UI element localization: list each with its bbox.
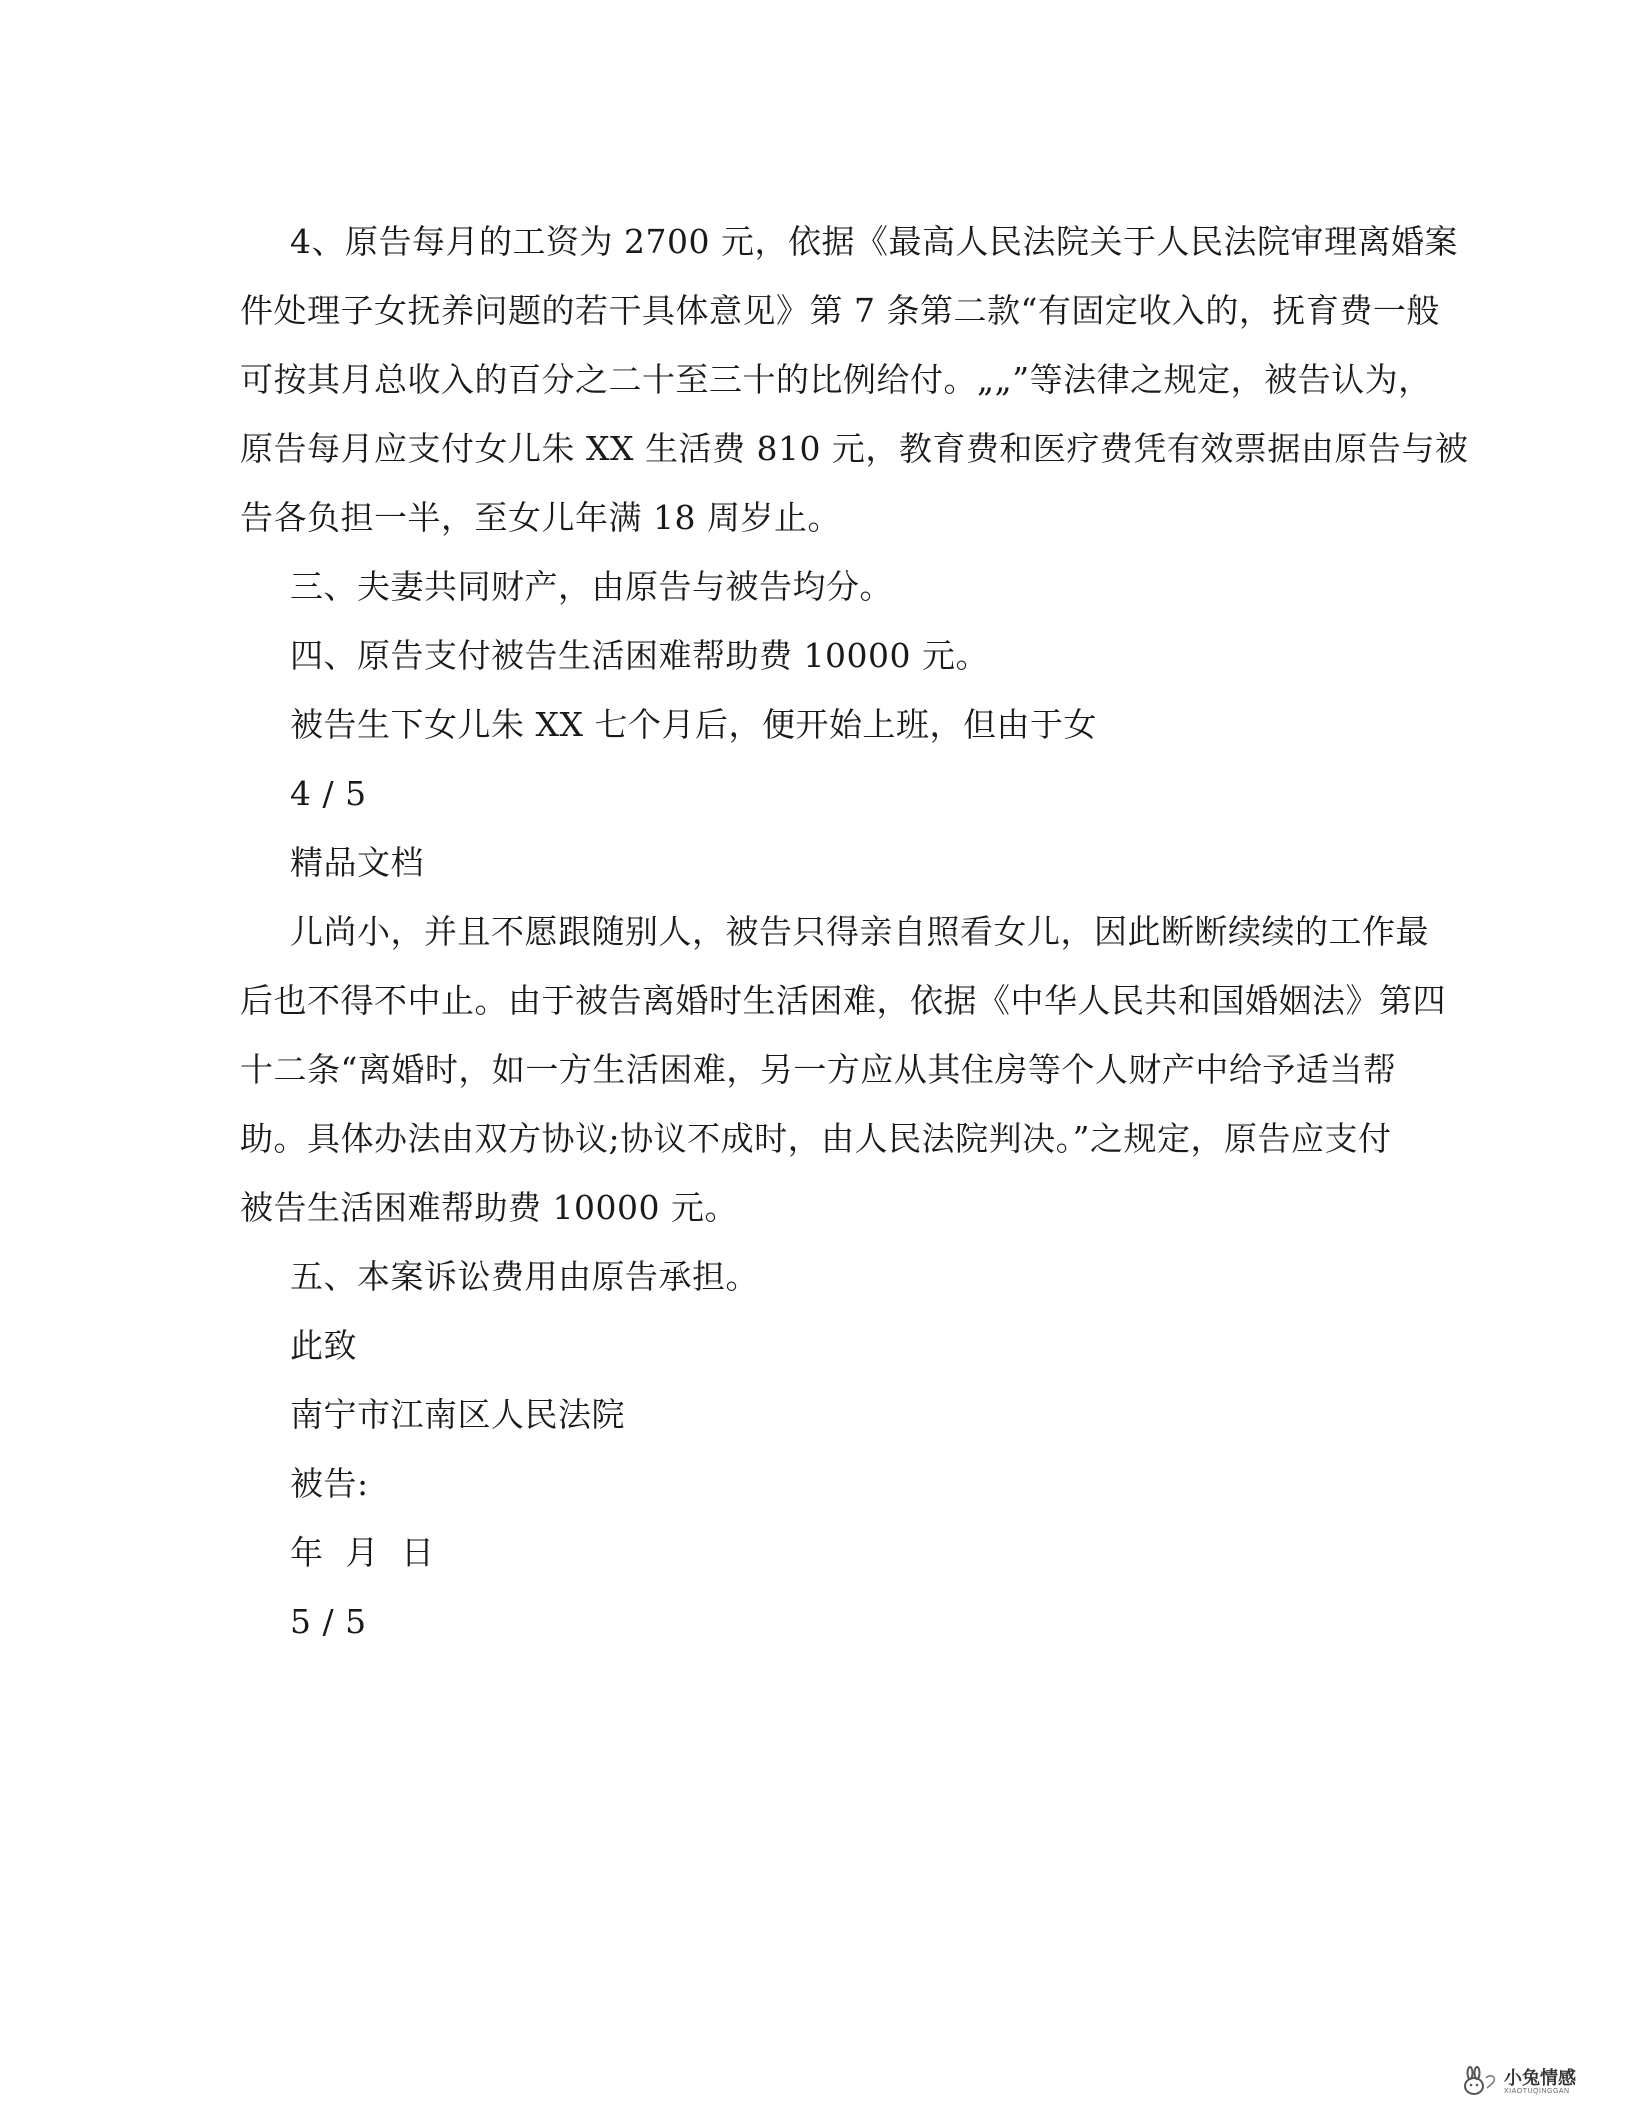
date-line: 年 月 日 <box>290 1533 435 1572</box>
paragraph-line: 后也不得不中止。由于被告离婚时生活困难，依据《中华人民共和国婚姻法》第四 <box>240 981 1446 1020</box>
rabbit-icon <box>1460 2066 1500 2098</box>
salutation: 此致 <box>290 1326 357 1365</box>
paragraph-line: 原告每月应支付女儿朱 XX 生活费 810 元，教育费和医疗费凭有效票据由原告与被 <box>240 429 1469 468</box>
watermark-logo <box>1460 2062 1610 2106</box>
paragraph-line: 四、原告支付被告生活困难帮助费 10000 元。 <box>290 636 989 675</box>
court-name: 南宁市江南区人民法院 <box>290 1395 625 1434</box>
watermark-subtitle: XIAOTUQINGGAN <box>1504 2088 1570 2095</box>
paragraph-line: 被告生活困难帮助费 10000 元。 <box>240 1188 738 1227</box>
paragraph-line: 助。具体办法由双方协议;协议不成时，由人民法院判决。”之规定，原告应支付 <box>240 1119 1392 1158</box>
paragraph-line: 十二条“离婚时，如一方生活困难，另一方应从其住房等个人财产中给予适当帮 <box>240 1050 1397 1089</box>
signature-label: 被告: <box>290 1464 369 1503</box>
paragraph-line: 儿尚小，并且不愿跟随别人，被告只得亲自照看女儿，因此断断续续的工作最 <box>290 912 1429 951</box>
page-number: 5 / 5 <box>290 1602 367 1641</box>
paragraph-line: 五、本案诉讼费用由原告承担。 <box>290 1257 759 1296</box>
paragraph-line: 告各负担一半，至女儿年满 18 周岁止。 <box>240 498 841 537</box>
page-header: 精品文档 <box>290 843 424 882</box>
paragraph-line: 三、夫妻共同财产，由原告与被告均分。 <box>290 567 893 606</box>
paragraph-line: 4、原告每月的工资为 2700 元，依据《最高人民法院关于人民法院审理离婚案 <box>290 222 1458 261</box>
paragraph-line: 可按其月总收入的百分之二十至三十的比例给付。„„”等法律之规定，被告认为， <box>240 360 1432 399</box>
paragraph-line: 件处理子女抚养问题的若干具体意见》第 7 条第二款“有固定收入的，抚育费一般 <box>240 291 1440 330</box>
paragraph-line: 被告生下女儿朱 XX 七个月后，便开始上班，但由于女 <box>290 705 1097 744</box>
watermark-title: 小兔情感 <box>1504 2068 1576 2088</box>
page-number: 4 / 5 <box>290 774 367 813</box>
